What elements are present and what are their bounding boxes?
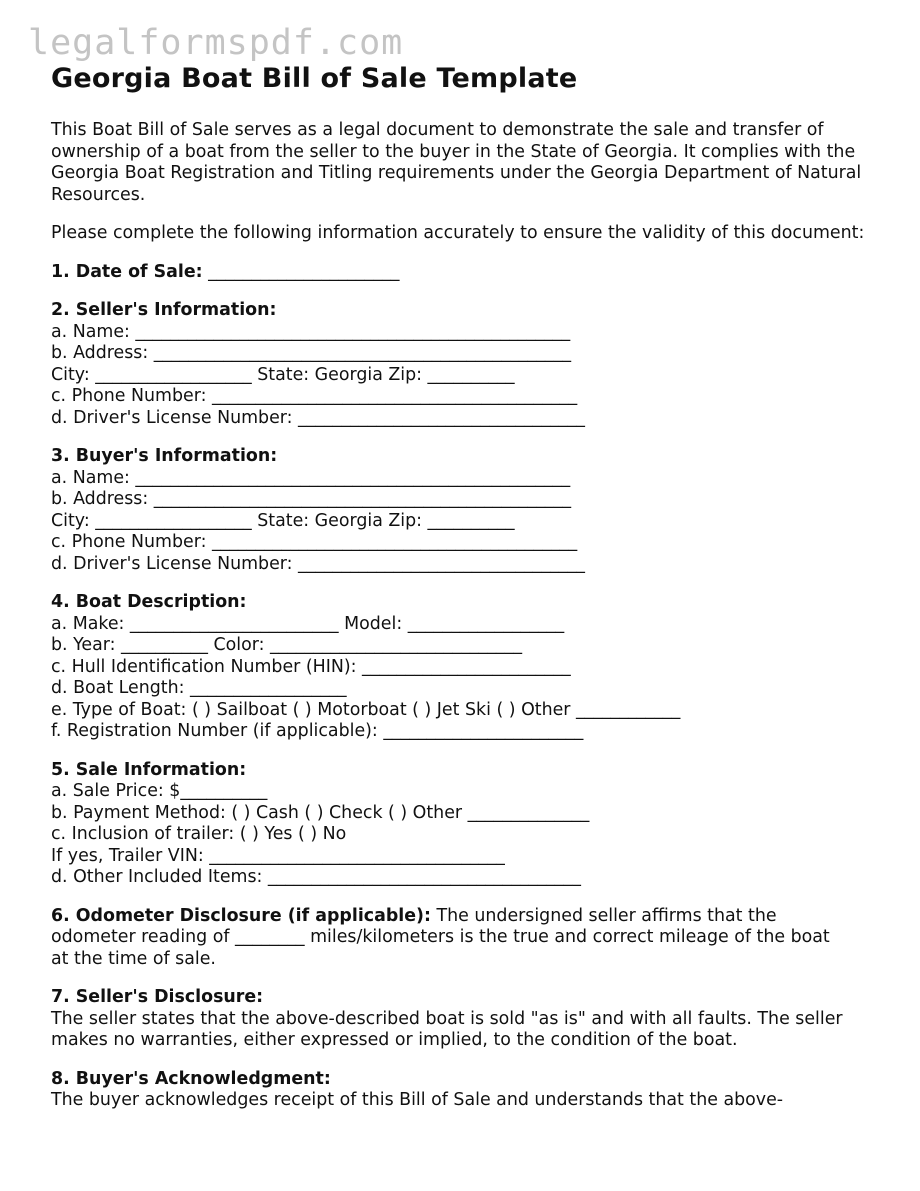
buyer-address-field[interactable]: b. Address: ________________________________________________ (51, 489, 572, 509)
boat-length-field[interactable]: d. Boat Length: __________________ (51, 678, 347, 698)
buyer-heading: 3. Buyer's Information: (51, 446, 278, 466)
odometer-text-3: at the time of sale. (51, 948, 216, 969)
odometer-text-1: The undersigned seller affirms that the (436, 905, 777, 926)
payment-method-options[interactable]: b. Payment Method: ( ) Cash ( ) Check ( ) Other ______________ (51, 802, 590, 823)
date-of-sale-field[interactable]: ______________________ (202, 261, 400, 282)
buyer-section (51, 446, 891, 575)
boat-year-color-field[interactable]: b. Year: __________ Color: _____________________________ (51, 635, 523, 655)
buyer-license-field[interactable]: d. Driver's License Number: _________________________________ (51, 553, 585, 574)
seller-disclosure-text-2: makes no warranties, either expressed or implied, to the condition of the boat. (51, 1030, 738, 1050)
watermark: legalformspdf.com (28, 23, 404, 63)
buyer-name-field[interactable]: a. Name: __________________________________________________ (51, 467, 571, 488)
buyer-city-state-zip-field[interactable]: City: __________________ State: Georgia Zip: __________ (51, 510, 515, 531)
page-title: Georgia Boat Bill of Sale Template (51, 63, 578, 94)
buyer-acknowledgment-text-1: The buyer acknowledges receipt of this Bill of Sale and understands that the above- (51, 1090, 784, 1110)
date-of-sale-label: 1. Date of Sale: (51, 261, 203, 282)
odometer-heading: 6. Odometer Disclosure (if applicable): (51, 905, 431, 926)
seller-disclosure-heading: 7. Seller's Disclosure: (51, 987, 264, 1007)
seller-license-field[interactable]: d. Driver's License Number: _________________________________ (51, 407, 585, 428)
trailer-inclusion-options[interactable]: c. Inclusion of trailer: ( ) Yes ( ) No (51, 824, 347, 844)
buyer-acknowledgment-section (51, 1069, 891, 1112)
instructions-paragraph: Please complete the following information accurately to ensure the validity of this document: (51, 223, 865, 243)
seller-disclosure-section (51, 987, 891, 1052)
date-of-sale-section (51, 262, 891, 284)
boat-type-options[interactable]: e. Type of Boat: ( ) Sailboat ( ) Motorboat ( ) Jet Ski ( ) Other ____________ (51, 699, 681, 720)
seller-disclosure-text-1: The seller states that the above-described boat is sold "as is" and with all faults. The seller (51, 1008, 843, 1029)
boat-make-model-field[interactable]: a. Make: ________________________ Model: __________________ (51, 613, 565, 634)
other-items-field[interactable]: d. Other Included Items: ____________________________________ (51, 867, 581, 887)
trailer-vin-field[interactable]: If yes, Trailer VIN: __________________________________ (51, 845, 505, 866)
seller-phone-field[interactable]: c. Phone Number: __________________________________________ (51, 386, 578, 406)
seller-address-field[interactable]: b. Address: ________________________________________________ (51, 343, 572, 363)
boat-description-section (51, 592, 891, 743)
odometer-line-1 (51, 906, 891, 928)
odometer-section (51, 906, 891, 971)
seller-name-field[interactable]: a. Name: __________________________________________________ (51, 321, 571, 342)
seller-section (51, 300, 891, 429)
boat-registration-field[interactable]: f. Registration Number (if applicable): _______________________ (51, 721, 584, 741)
boat-hin-field[interactable]: c. Hull Identification Number (HIN): ________________________ (51, 656, 571, 677)
odometer-reading-field[interactable]: odometer reading of ________ miles/kilometers is the true and correct mileage of the boat (51, 927, 830, 947)
document-body (51, 62, 891, 1129)
buyer-phone-field[interactable]: c. Phone Number: __________________________________________ (51, 532, 578, 552)
date-of-sale-line (51, 262, 891, 284)
intro-paragraph: This Boat Bill of Sale serves as a legal document to demonstrate the sale and transfer of ownership of a boat from the seller to the buyer in the State of Georgia. It complies with the Georgia Boat Registration and Titling requirements under the Georgia Department of Natural Resources. (51, 120, 862, 205)
sale-information-heading: 5. Sale Information: (51, 759, 247, 780)
buyer-acknowledgment-heading: 8. Buyer's Acknowledgment: (51, 1068, 331, 1089)
sale-information-section (51, 760, 891, 889)
seller-city-state-zip-field[interactable]: City: __________________ State: Georgia Zip: __________ (51, 364, 515, 385)
sale-price-field[interactable]: a. Sale Price: $__________ (51, 781, 268, 801)
boat-description-heading: 4. Boat Description: (51, 592, 247, 612)
seller-heading: 2. Seller's Information: (51, 300, 277, 320)
